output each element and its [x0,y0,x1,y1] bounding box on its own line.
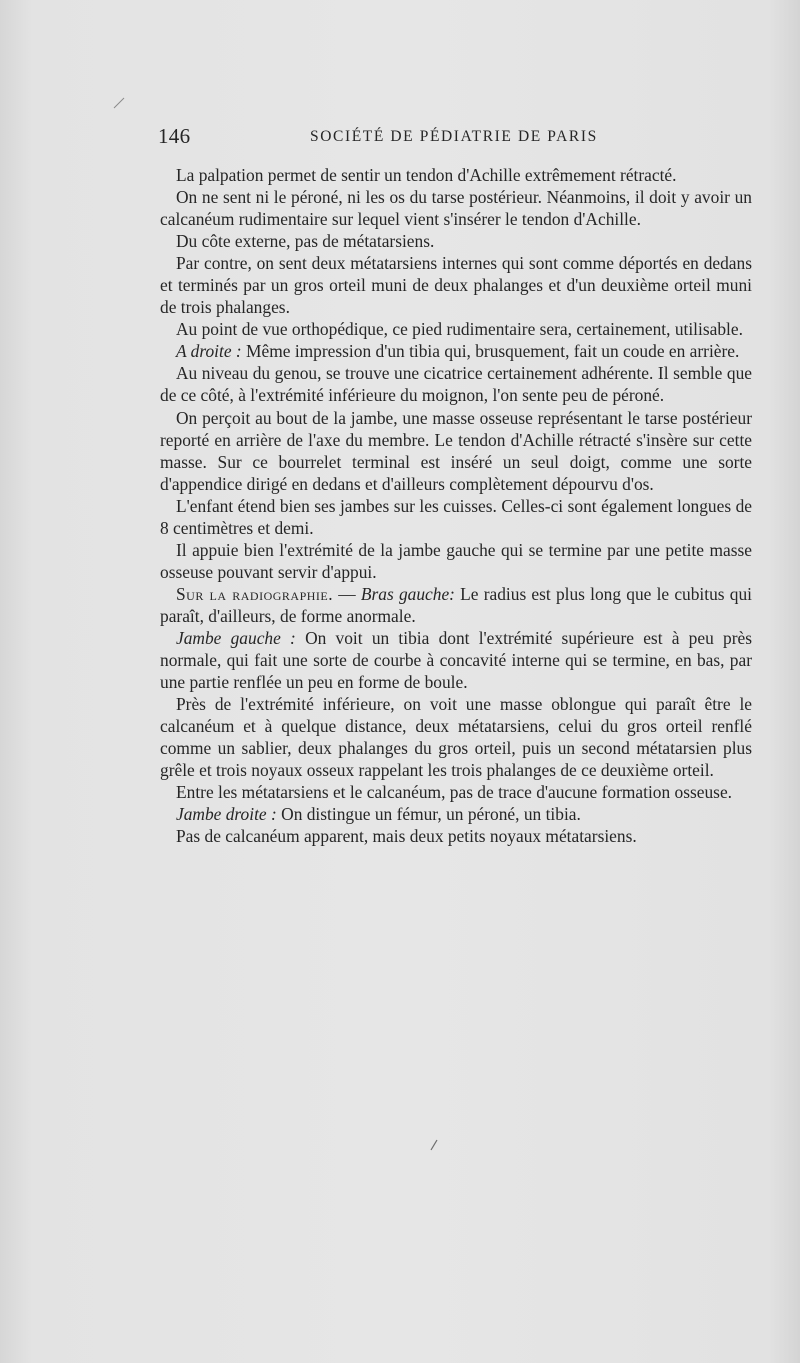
paragraph [160,340,752,362]
paragraph [160,252,752,318]
paragraph [160,803,752,825]
paragraph-text: — [333,583,361,604]
paragraph [160,781,752,803]
paragraph-text: Pas de calcanéum apparent, mais deux petits noyaux métatarsiens. [176,826,637,847]
paragraph-text: Près de l'extrémité inférieure, on voit une masse oblongue qui paraît être le calcanéum et à quelque distance, deux métatarsiens, celui du gros orteil renflé comme un sablier, deux phalanges du gros orteil, puis un second métatarsien plus grêle et trois noyaux osseux rappelant les trois phalanges de ce deuxième orteil. [160,694,752,781]
paragraph [160,164,752,186]
paragraph [160,362,752,406]
paragraph-text: On ne sent ni le péroné, ni les os du tarse postérieur. Néanmoins, il doit y avoir un calcanéum rudimentaire sur lequel vient s'insérer le tendon d'Achille. [160,187,752,230]
paragraph [160,407,752,495]
paragraph [160,230,752,252]
paragraph-text: Même impression d'un tibia qui, brusquement, fait un coude en arrière. [241,341,740,362]
paragraph-lead: Jambe gauche : [176,627,296,648]
paragraph [160,318,752,340]
paragraph-lead: A droite : [176,341,242,362]
paper-speck-icon [112,96,126,110]
paragraph-text: Le radius est plus long que le cubitus qui paraît, d'ailleurs, de forme anormale. [160,583,752,626]
paper-speck-icon [428,1138,440,1152]
body-text [160,164,752,847]
page-header [158,124,750,154]
paragraph-text: Entre les métatarsiens et le calcanéum, pas de trace d'aucune formation osseuse. [176,782,733,803]
paragraph [160,693,752,781]
paragraph-text: L'enfant étend bien ses jambes sur les cuisses. Celles-ci sont également longues de 8 centimètres et demi. [160,495,752,538]
paragraph-text: Au niveau du genou, se trouve une cicatrice certainement adhérente. Il semble que de ce côté, à l'extrémité inférieure du moignon, l'on sente peu de péroné. [160,363,752,406]
page-number: 146 [158,124,191,148]
paragraph-text: Du côte externe, pas de métatarsiens. [176,231,435,252]
paragraph-text: On distingue un fémur, un péroné, un tibia. [276,804,581,825]
paragraph-text: La palpation permet de sentir un tendon d'Achille extrêmement rétracté. [176,165,677,185]
paragraph-text: On voit un tibia dont l'extrémité supérieure est à peu près normale, qui fait une sorte de courbe à concavité interne qui se termine, en bas, par une partie renflée un peu en forme de boule. [160,627,752,693]
paragraph [160,495,752,539]
paragraph-text: On perçoit au bout de la jambe, une masse osseuse représentant le tarse postérieur reporté en arrière de l'axe du membre. Le tendon d'Achille rétracté s'insère sur cette masse. Sur ce bourrelet terminal est inséré un seul doigt, comme une sorte d'appendice dirigé en dedans et d'ailleurs complètement dépourvu d'os. [160,407,752,494]
paragraph-smallcaps: Sur la radiographie. [176,583,334,604]
paragraph [160,627,752,693]
paragraph-lead: Bras gauche: [360,583,455,604]
paragraph-text: Au point de vue orthopédique, ce pied rudimentaire sera, certainement, utilisable. [176,319,743,340]
running-head: SOCIÉTÉ DE PÉDIATRIE DE PARIS [310,128,598,145]
paragraph-text: Il appuie bien l'extrémité de la jambe gauche qui se termine par une petite masse osseuse pouvant servir d'appui. [160,539,752,582]
paragraph [160,539,752,583]
paragraph-lead: Jambe droite : [176,804,277,825]
paragraph [160,186,752,230]
paragraph [160,825,752,847]
paragraph [160,583,752,627]
paragraph-text: Par contre, on sent deux métatarsiens internes qui sont comme déportés en dedans et terminés par un gros orteil muni de deux phalanges et d'un deuxième orteil muni de trois phalanges. [160,253,752,318]
